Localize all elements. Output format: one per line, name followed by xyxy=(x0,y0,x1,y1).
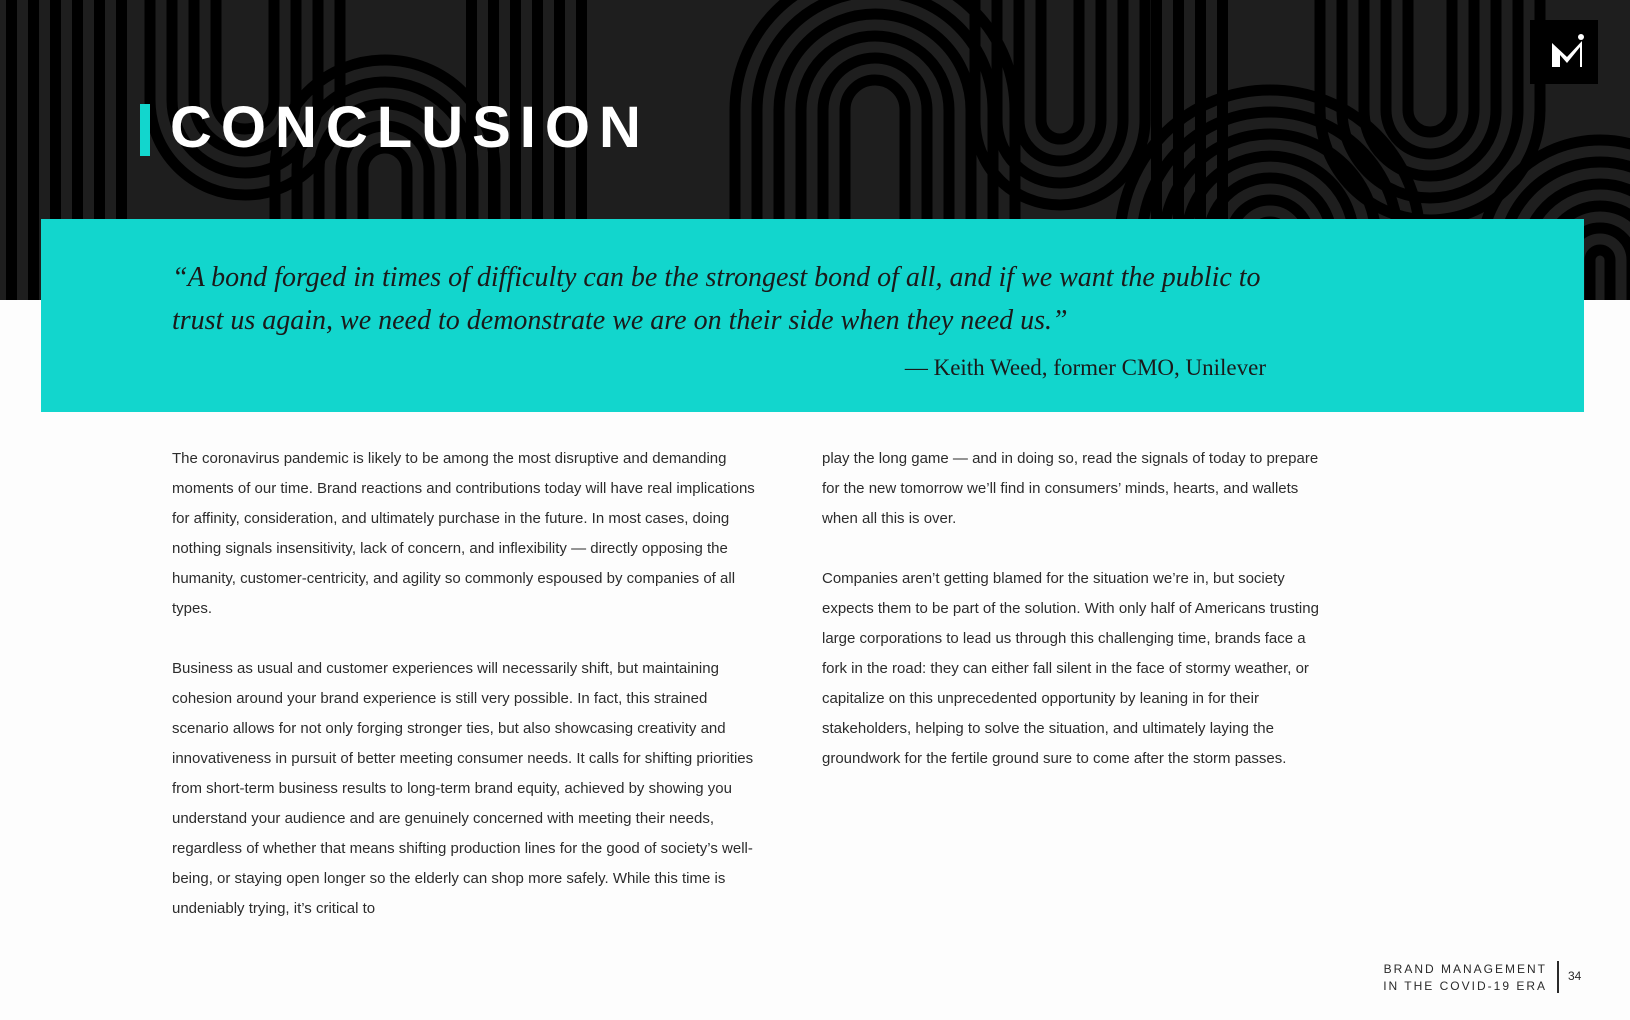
body-column-left xyxy=(172,444,762,954)
body-paragraph: Companies aren’t getting blamed for the situation we’re in, but society expects them to be part of the solution. With only half of Americans trusting large corporations to lead us through this challenging time, brands face a fork in the road: they can either fall silent in the face of stormy weather, or capitalize on this unprecedented opportunity by leaning in for their stakeholders, helping to solve the situation, and ultimately laying the groundwork for the fertile ground sure to come after the storm passes. xyxy=(822,570,1319,767)
brand-logo xyxy=(1530,20,1598,84)
publication-title-line: BRAND MANAGEMENT xyxy=(1383,962,1547,976)
pull-quote: “A bond forged in times of difficulty can be the strongest bond of all, and if we want the public to trust us again, we need to demonstrate we are on their side when they need us.” xyxy=(172,262,1261,336)
page-number: 34 xyxy=(1568,969,1582,983)
quote-attribution: — Keith Weed, former CMO, Unilever xyxy=(904,355,1266,380)
publication-title xyxy=(1340,961,1547,995)
page-title: CONCLUSION xyxy=(170,95,650,160)
publication-title-line: IN THE COVID-19 ERA xyxy=(1383,979,1547,993)
body-column-right xyxy=(822,444,1322,804)
m-logo-icon xyxy=(1550,33,1584,71)
body-paragraph: play the long game — and in doing so, read the signals of today to prepare for the new tomorrow we’ll find in consumers’ minds, hearts, and wallets when all this is over. xyxy=(822,450,1319,527)
footer-divider xyxy=(1557,961,1559,993)
body-paragraph: Business as usual and customer experiences will necessarily shift, but maintaining cohesion around your brand experience is still very possible. In fact, this strained scenario allows for not only forging stronger ties, but also showcasing creativity and innovativeness in pursuit of better meeting consumer needs. It calls for shifting priorities from short-term business results to long-term brand equity, achieved by showing you understand your audience and are genuinely concerned with meeting their needs, regardless of whether that means shifting production lines for the good of society’s well-being, or staying open longer so the elderly can shop more safely. While this time is undeniably trying, it’s critical to xyxy=(172,660,754,917)
body-paragraph: The coronavirus pandemic is likely to be among the most disruptive and demanding moments of our time. Brand reactions and contributions today will have real implications for affinity, consideration, and ultimately purchase in the future. In most cases, doing nothing signals insensitivity, lack of concern, and inflexibility — directly opposing the humanity, customer-centricity, and agility so commonly espoused by companies of all types. xyxy=(172,450,755,617)
title-accent-bar xyxy=(140,104,150,156)
